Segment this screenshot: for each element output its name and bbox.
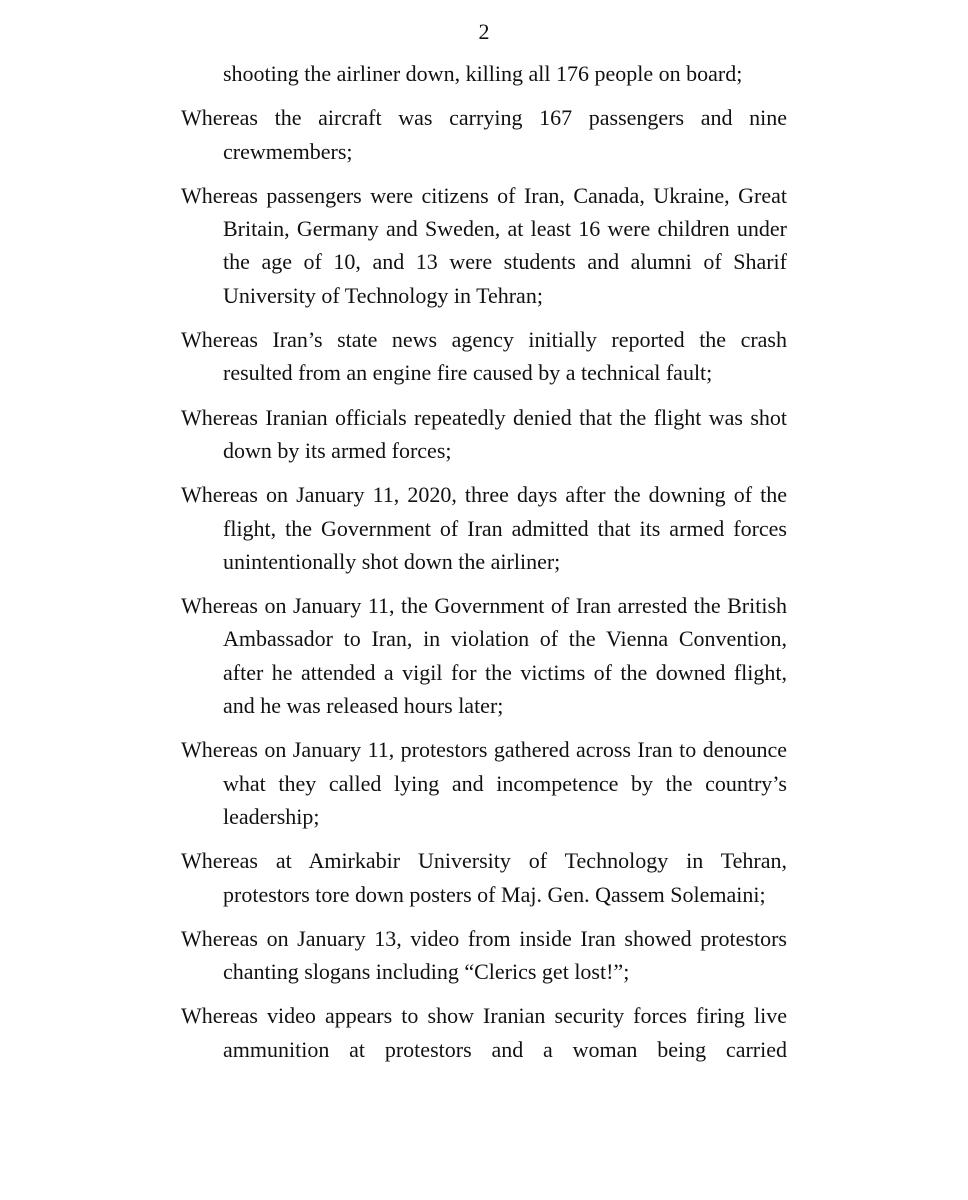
whereas-clause-admission: Whereas on January 11, 2020, three days after the downing of the flight, the Government of Iran admitted that its armed forces unintentionally shot down the airliner; (181, 482, 787, 574)
paragraph-continuation: shooting the airliner down, killing all 176 people on board; (223, 61, 743, 86)
whereas-clause-denial: Whereas Iranian officials repeatedly denied that the flight was shot down by its armed forces; (181, 404, 787, 463)
whereas-clause-citizenship: Whereas passengers were citizens of Iran, Canada, Ukraine, Great Britain, Germany and Sweden, at least 16 were children under the age of 10, and 13 were students and alumni of Sharif University of Technology in Tehran; (181, 182, 787, 308)
page-number: 2 (478, 19, 490, 44)
whereas-clause-slogans: Whereas on January 13, video from inside Iran showed protestors chanting slogans including “Clerics get lost!”; (181, 925, 787, 985)
whereas-clause-passengers-count: Whereas the aircraft was carrying 167 passengers and nine crewmembers; (181, 105, 787, 164)
whereas-clause-ambassador-arrest: Whereas on January 11, the Government of Iran arrested the British Ambassador to Iran, in violation of the Vienna Convention, after he attended a vigil for the victims of the downed flight, and he was released hours later; (181, 593, 787, 719)
whereas-clause-protests: Whereas on January 11, protestors gathered across Iran to denounce what they called lying and incompetence by the country’s leadership; (181, 737, 787, 829)
whereas-clause-security-forces: Whereas video appears to show Iranian security forces firing live ammunition at protestors and a woman being carried (181, 1003, 787, 1062)
resolution-body (181, 57, 787, 1066)
whereas-clause-amirkabir: Whereas at Amirkabir University of Technology in Tehran, protestors tore down posters of Maj. Gen. Qassem Solemaini; (181, 848, 787, 907)
whereas-clause-initial-report: Whereas Iran’s state news agency initially reported the crash resulted from an engine fire caused by a technical fault; (181, 327, 787, 386)
